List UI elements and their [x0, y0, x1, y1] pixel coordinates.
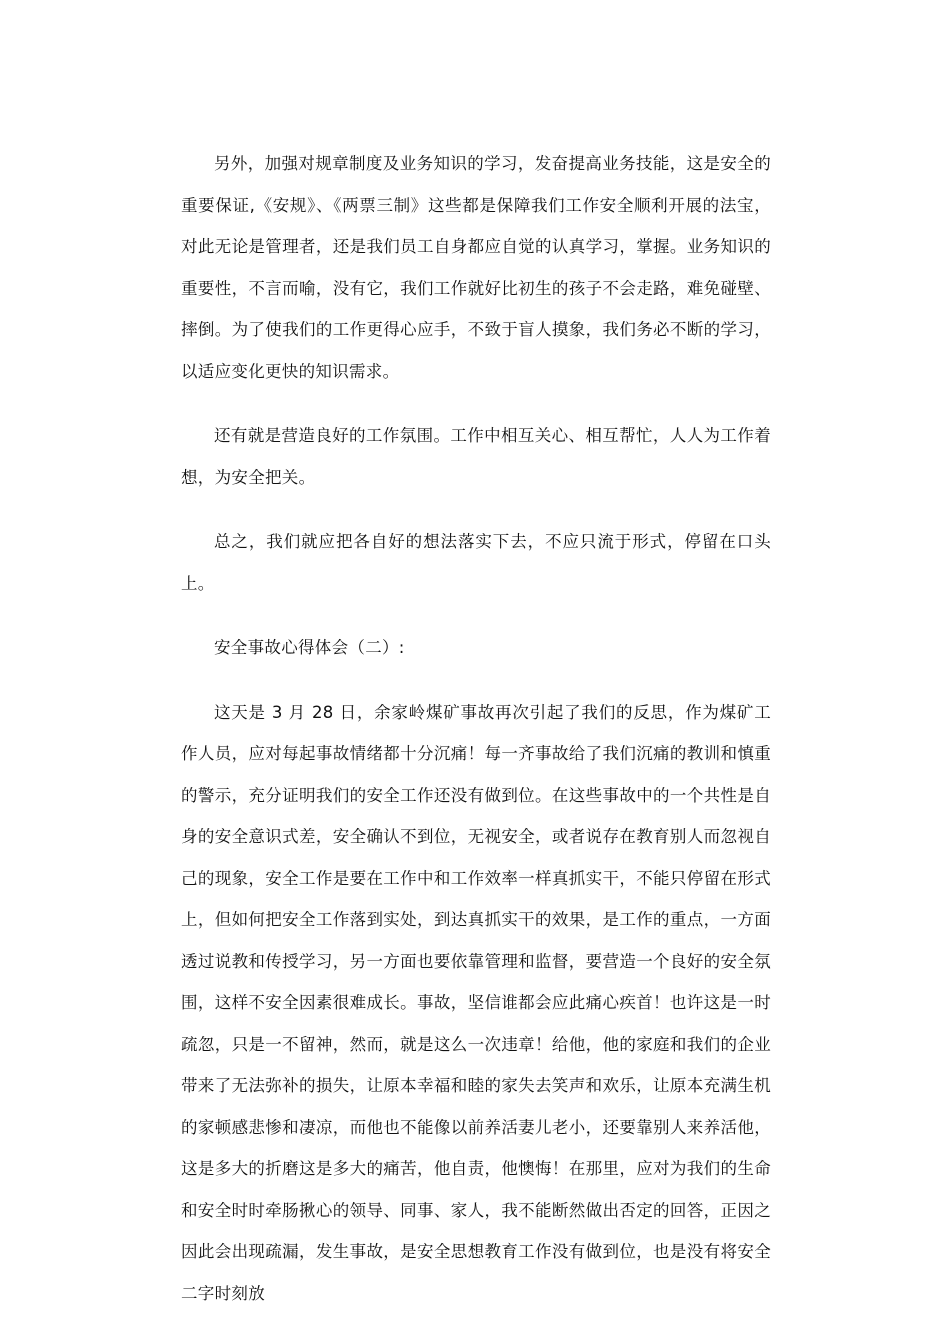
document-page: [181, 143, 771, 1314]
paragraph-work-atmosphere: 还有就是营造良好的工作氛围。工作中相互关心、相互帮忙，人人为工作着想，为安全把关。: [181, 426, 771, 487]
paragraph-regulations-study: 另外，加强对规章制度及业务知识的学习，发奋提高业务技能，这是安全的重要保证,《安规》、《两票三制》这些都是保障我们工作安全顺利开展的法宝，对此无论是管理者，还是我们员工自身都应自觉的认真学习，掌握。业务知识的重要性，不言而喻，没有它，我们工作就好比初生的孩子不会走路，难免碰壁、摔倒。为了使我们的工作更得心应手，不致于盲人摸象，我们务必不断的学习，以适应变化更快的知识需求。: [181, 154, 771, 381]
section-heading: 安全事故心得体会（二）:: [214, 638, 405, 657]
paragraph-accident-reflection: 这天是 3 月 28 日，余家岭煤矿事故再次引起了我们的反思，作为煤矿工作人员，应对每起事故情绪都十分沉痛！每一齐事故给了我们沉痛的教训和慎重的警示，充分证明我们的安全工作还没有做到位。在这些事故中的一个共性是自身的安全意识式差，安全确认不到位，无视安全，或者说存在教育别人而忽视自己的现象，安全工作是要在工作中和工作效率一样真抓实干，不能只停留在形式上，但如何把安全工作落到实处，到达真抓实干的效果，是工作的重点，一方面透过说教和传授学习，另一方面也要依靠管理和监督，要营造一个良好的安全氛围，这样不安全因素很难成长。事故，坚信谁都会应此痛心疾首！也许这是一时疏忽，只是一不留神，然而，就是这么一次违章！给他，他的家庭和我们的企业带来了无法弥补的损失，让原本幸福和睦的家失去笑声和欢乐，让原本充满生机的家顿感悲惨和凄凉，而他也不能像以前养活妻儿老小，还要靠别人来养活他，这是多大的折磨这是多大的痛苦，他自责，他懊悔！在那里，应对为我们的生命和安全时时牵肠揪心的领导、同事、家人，我不能断然做出否定的回答，正因之因此会出现疏漏，发生事故，是安全思想教育工作没有做到位，也是没有将安全二字时刻放: [181, 702, 771, 1303]
paragraph-conclusion: 总之，我们就应把各自好的想法落实下去，不应只流于形式，停留在口头上。: [181, 532, 771, 593]
